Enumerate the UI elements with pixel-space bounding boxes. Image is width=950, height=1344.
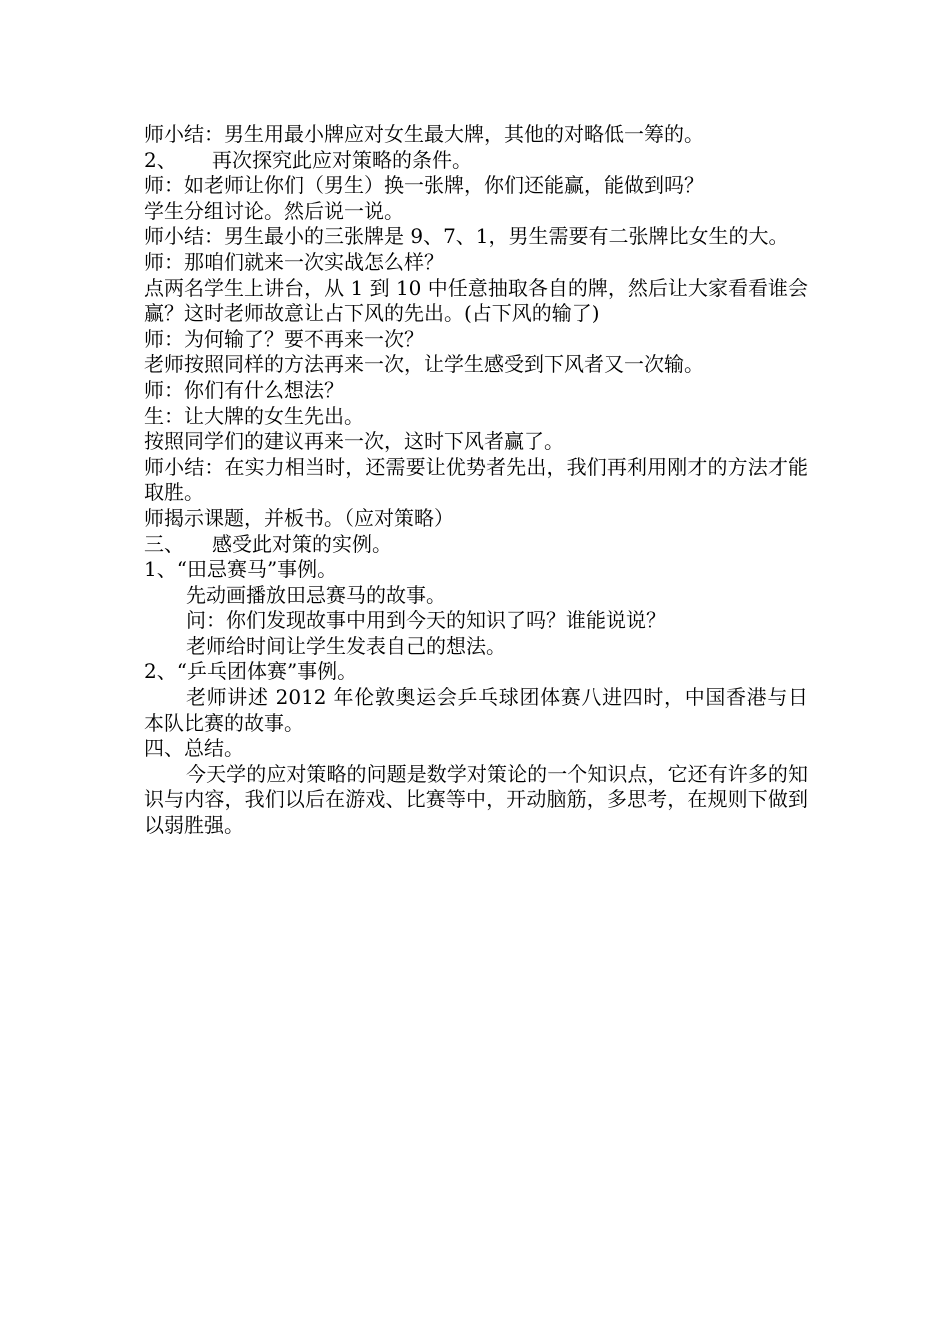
paragraph-section-2 [144, 148, 808, 174]
paragraph-animation: 先动画播放田忌赛马的故事。 [186, 582, 446, 607]
paragraph-teacher-practice: 师：那咱们就来一次实战怎么样？ [144, 249, 444, 274]
section-number: 2、 [144, 147, 177, 172]
paragraph-again: 按照同学们的建议再来一次，这时下风者赢了。 [144, 429, 564, 454]
section-number: 三、 [144, 531, 184, 556]
paragraph-teacher-question: 师：如老师让你们（男生）换一张牌，你们还能赢，能做到吗？ [144, 173, 704, 198]
paragraph-summary-3: 师小结：在实力相当时，还需要让优势者先出，我们再利用刚才的方法才能取胜。 [144, 454, 808, 505]
section-title: 再次探究此应对策略的条件。 [212, 147, 472, 172]
paragraph-example-1: 1、“田忌赛马”事例。 [144, 557, 338, 582]
paragraph-group-discussion: 学生分组讨论。然后说一说。 [144, 198, 404, 223]
paragraph-why-lost: 师：为何输了？要不再来一次？ [144, 326, 424, 351]
paragraph-question: 问：你们发现故事中用到今天的知识了吗？谁能说说？ [186, 608, 666, 633]
section-title: 感受此对策的实例。 [212, 531, 392, 556]
paragraph-conclusion: 今天学的应对策略的问题是数学对策论的一个知识点，它还有许多的知识与内容，我们以后在游戏、比赛等中，开动脑筋，多思考，在规则下做到以弱胜强。 [144, 761, 808, 838]
paragraph-repeat: 老师按照同样的方法再来一次，让学生感受到下风者又一次输。 [144, 352, 704, 377]
paragraph-ideas: 师：你们有什么想法？ [144, 377, 344, 402]
paragraph-time: 老师给时间让学生发表自己的想法。 [186, 633, 506, 658]
document-body [144, 122, 808, 839]
paragraph-conclusion-heading: 四、总结。 [144, 736, 244, 761]
paragraph-section-3 [144, 532, 808, 558]
paragraph-london-story: 老师讲述 2012 年伦敦奥运会乒乓球团体赛八进四时，中国香港与日本队比赛的故事。 [144, 685, 808, 735]
paragraph-topic: 师揭示课题，并板书。（应对策略） [144, 505, 454, 530]
paragraph-student-answer: 生：让大牌的女生先出。 [144, 403, 364, 428]
paragraph-example-2: 2、“乒乓团体赛”事例。 [144, 659, 358, 684]
paragraph-summary-2: 师小结：男生最小的三张牌是 9、7、1，男生需要有二张牌比女生的大。 [144, 224, 789, 249]
paragraph-students-draw: 点两名学生上讲台，从 1 到 10 中任意抽取各自的牌，然后让大家看看谁会赢？这时老师故意让占下风的先出。(占下风的输了) [144, 275, 808, 326]
paragraph-summary-1: 师小结：男生用最小牌应对女生最大牌，其他的对略低一筹的。 [144, 122, 704, 146]
